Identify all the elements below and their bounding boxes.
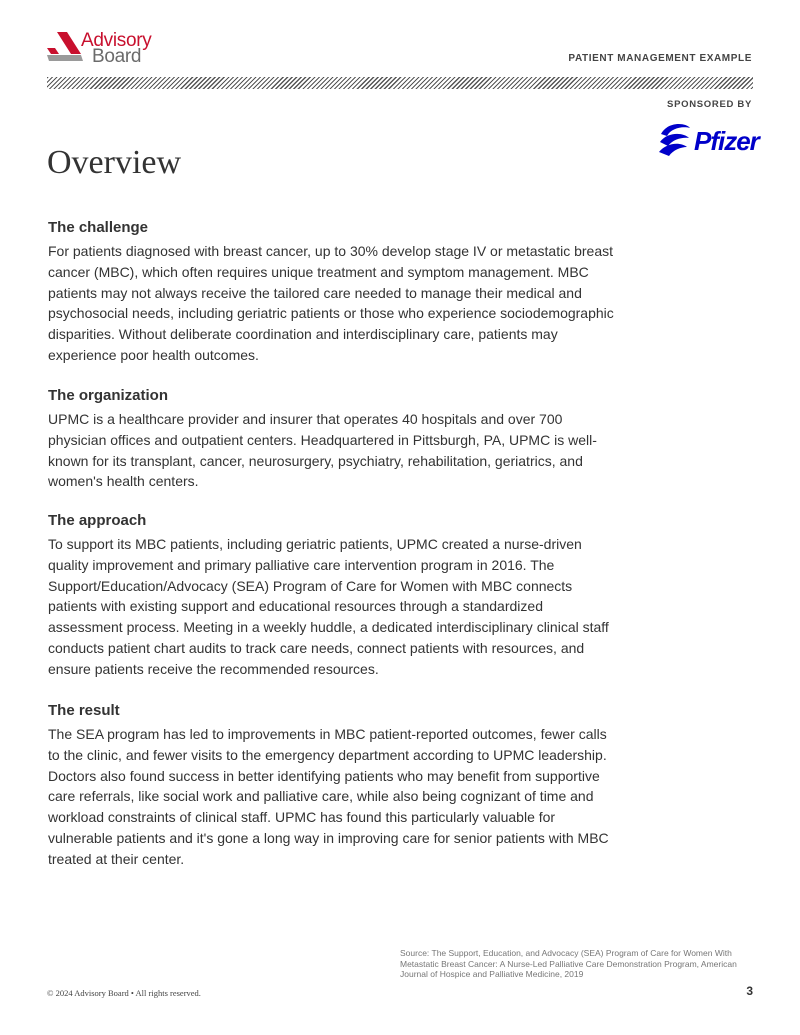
source-citation: Source: The Support, Education, and Advocacy (SEA) Program of Care for Women With Metastatic Breast Cancer: A Nurse-Led Palliative Care Demonstration Program, American Journal of Hospice and Palliative Medicine, 2019 (400, 948, 737, 979)
section-body: The SEA program has led to improvements in MBC patient-reported outcomes, fewer calls to the clinic, and fewer visits to the emergency department according to UPMC leadership. Doctors also found success in better identifying patients who may benefit from supportive care referrals, like social work and palliative care, while also being cognizant of time and workload constraints of clinical staff. UPMC has found this particularly valuable for vulnerable patients and it's gone a long way in improving care for senior patients with MBC treated at their center. (48, 726, 609, 867)
page-title: Overview (47, 144, 182, 181)
page-number: 3 (746, 984, 753, 998)
advisory-board-logo (47, 30, 167, 67)
section-result (48, 702, 618, 870)
logo-word-advisory: Advisory (81, 30, 152, 51)
pfizer-helix-icon (657, 120, 693, 160)
document-type-label: PATIENT MANAGEMENT EXAMPLE (568, 53, 752, 64)
logo-word-board: Board (92, 46, 142, 67)
section-body: UPMC is a healthcare provider and insurer that operates 40 hospitals and over 700 physician offices and outpatient centers. Headquartered in Pittsburgh, PA, UPMC is well-known for its transplant, cancer, neurosurgery, psychiatry, rehabilitation, geriatrics, and women's health centers. (48, 411, 597, 490)
section-organization (48, 387, 618, 492)
section-body: For patients diagnosed with breast cancer, up to 30% develop stage IV or metastatic breast cancer (MBC), which often requires unique treatment and symptom management. MBC patients may not always receive the tailored care needed to manage their medical and psychosocial needs, including geriatric patients or those who experience sociodemographic disparities. Without deliberate coordination and interdisciplinary care, patients may experience poor health outcomes. (48, 243, 614, 363)
advisory-board-logo-icon (47, 32, 83, 62)
section-heading: The organization (48, 387, 168, 404)
section-heading: The challenge (48, 219, 149, 236)
copyright-notice: © 2024 Advisory Board • All rights reserved. (47, 988, 201, 998)
section-challenge (48, 219, 618, 366)
pfizer-logo (657, 120, 759, 162)
section-heading: The approach (48, 512, 147, 529)
section-body: To support its MBC patients, including geriatric patients, UPMC created a nurse-driven quality improvement and primary palliative care intervention program in 2016. The Support/Education/Advocacy (SEA) Program of Care for Women with MBC connects patients with existing support and educational resources through a standardized assessment process. Meeting in a weekly huddle, a dedicated interdisciplinary clinical staff conducts patient chart audits to track care needs, connect patients with resources, and ensure patients receive the recommended resources. (48, 536, 609, 677)
section-heading: The result (48, 702, 120, 719)
pfizer-wordmark: Pfizer (694, 126, 759, 156)
sponsored-by-label: SPONSORED BY (667, 99, 752, 110)
hatched-divider (47, 77, 753, 89)
section-approach (48, 512, 618, 680)
